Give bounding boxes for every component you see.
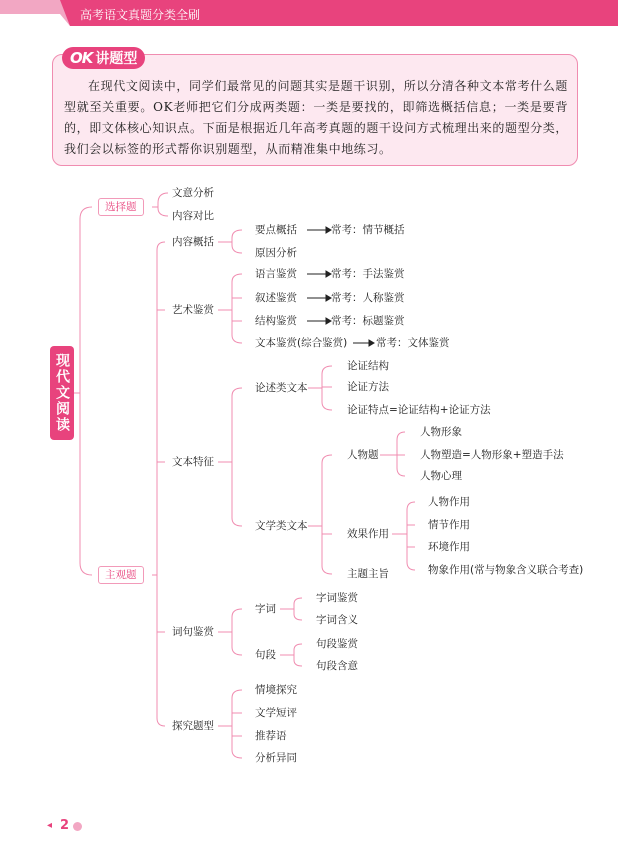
argumentative-item: 论证特点=论证结构+论证方法 — [347, 404, 491, 416]
character-item: 人物形象 — [420, 426, 462, 438]
exploration-item: 分析异同 — [255, 752, 297, 764]
exploration-item: 情境探究 — [255, 684, 297, 696]
effect-item: 人物作用 — [428, 496, 470, 508]
art-appreciation-node: 艺术鉴赏 — [172, 304, 214, 316]
sentences-item: 句段鉴赏 — [316, 638, 358, 650]
art-item: 叙述鉴赏 — [255, 292, 297, 304]
subjective-tag: 主观题 — [98, 566, 144, 584]
choice-item: 内容对比 — [172, 210, 214, 222]
art-item-note: 常考：人称鉴赏 — [331, 292, 405, 304]
art-item-note: 常考：手法鉴赏 — [331, 268, 405, 280]
ok-badge-label: 讲题型 — [95, 51, 138, 67]
choice-item: 文意分析 — [172, 187, 214, 199]
footer-dot-icon — [73, 822, 82, 831]
sentences-item: 句段含意 — [316, 660, 358, 672]
theme-node: 主题主旨 — [347, 568, 389, 580]
argumentative-item: 论证方法 — [347, 381, 389, 393]
content-summary-item: 要点概括 — [255, 224, 297, 236]
art-item-note: 常考：标题鉴赏 — [331, 315, 405, 327]
exploration-item: 推荐语 — [255, 730, 287, 742]
character-item: 人物塑造=人物形象+塑造手法 — [420, 449, 564, 461]
words-item: 字词含义 — [316, 614, 358, 626]
art-item: 文本鉴赏(综合鉴赏) — [255, 337, 348, 349]
exploration-item: 文学短评 — [255, 707, 297, 719]
words-item: 字词鉴赏 — [316, 592, 358, 604]
content-summary-item: 原因分析 — [255, 247, 297, 259]
footer-arrow-icon: ◂ — [47, 820, 53, 831]
text-features-node: 文本特征 — [172, 456, 214, 468]
effect-item: 情节作用 — [428, 519, 470, 531]
sentence-appreciation-node: 词句鉴赏 — [172, 626, 214, 638]
effect-item: 环境作用 — [428, 541, 470, 553]
art-item: 结构鉴赏 — [255, 315, 297, 327]
effect-node: 效果作用 — [347, 528, 389, 540]
content-summary-note: 常考：情节概括 — [331, 224, 405, 236]
words-node: 字词 — [255, 603, 276, 615]
choice-tag: 选择题 — [98, 198, 144, 216]
art-item-note: 常考：文体鉴赏 — [376, 337, 450, 349]
character-node: 人物题 — [347, 449, 379, 461]
effect-item: 物象作用(常与物象含义联合考查) — [428, 564, 584, 576]
intro-text: 在现代文阅读中，同学们最常见的问题其实是题干识别，所以分清各种文本常考什么题型就至关重要。OK老师把它们分成两类题：一类是要找的，即筛选概括信息；一类是要背的，即文体核心知识点。下面是根据近几年高考真题的题干设问方式梳理出来的题型分类，我们会以标签的形式帮你识别题型，从而精准集中地练习。 — [64, 79, 569, 156]
root-node: 现代文阅读 — [50, 346, 74, 440]
sentences-node: 句段 — [255, 649, 276, 661]
argumentative-item: 论证结构 — [347, 360, 389, 372]
exploration-node: 探究题型 — [172, 720, 214, 732]
page-number: 2 — [60, 818, 70, 833]
argumentative-node: 论述类文本 — [255, 382, 308, 394]
header-title: 高考语文真题分类全刷 — [80, 8, 201, 22]
ok-badge-logo: OK — [70, 49, 93, 67]
character-item: 人物心理 — [420, 470, 462, 482]
literary-node: 文学类文本 — [255, 520, 308, 532]
art-item: 语言鉴赏 — [255, 268, 297, 280]
content-summary-node: 内容概括 — [172, 236, 214, 248]
